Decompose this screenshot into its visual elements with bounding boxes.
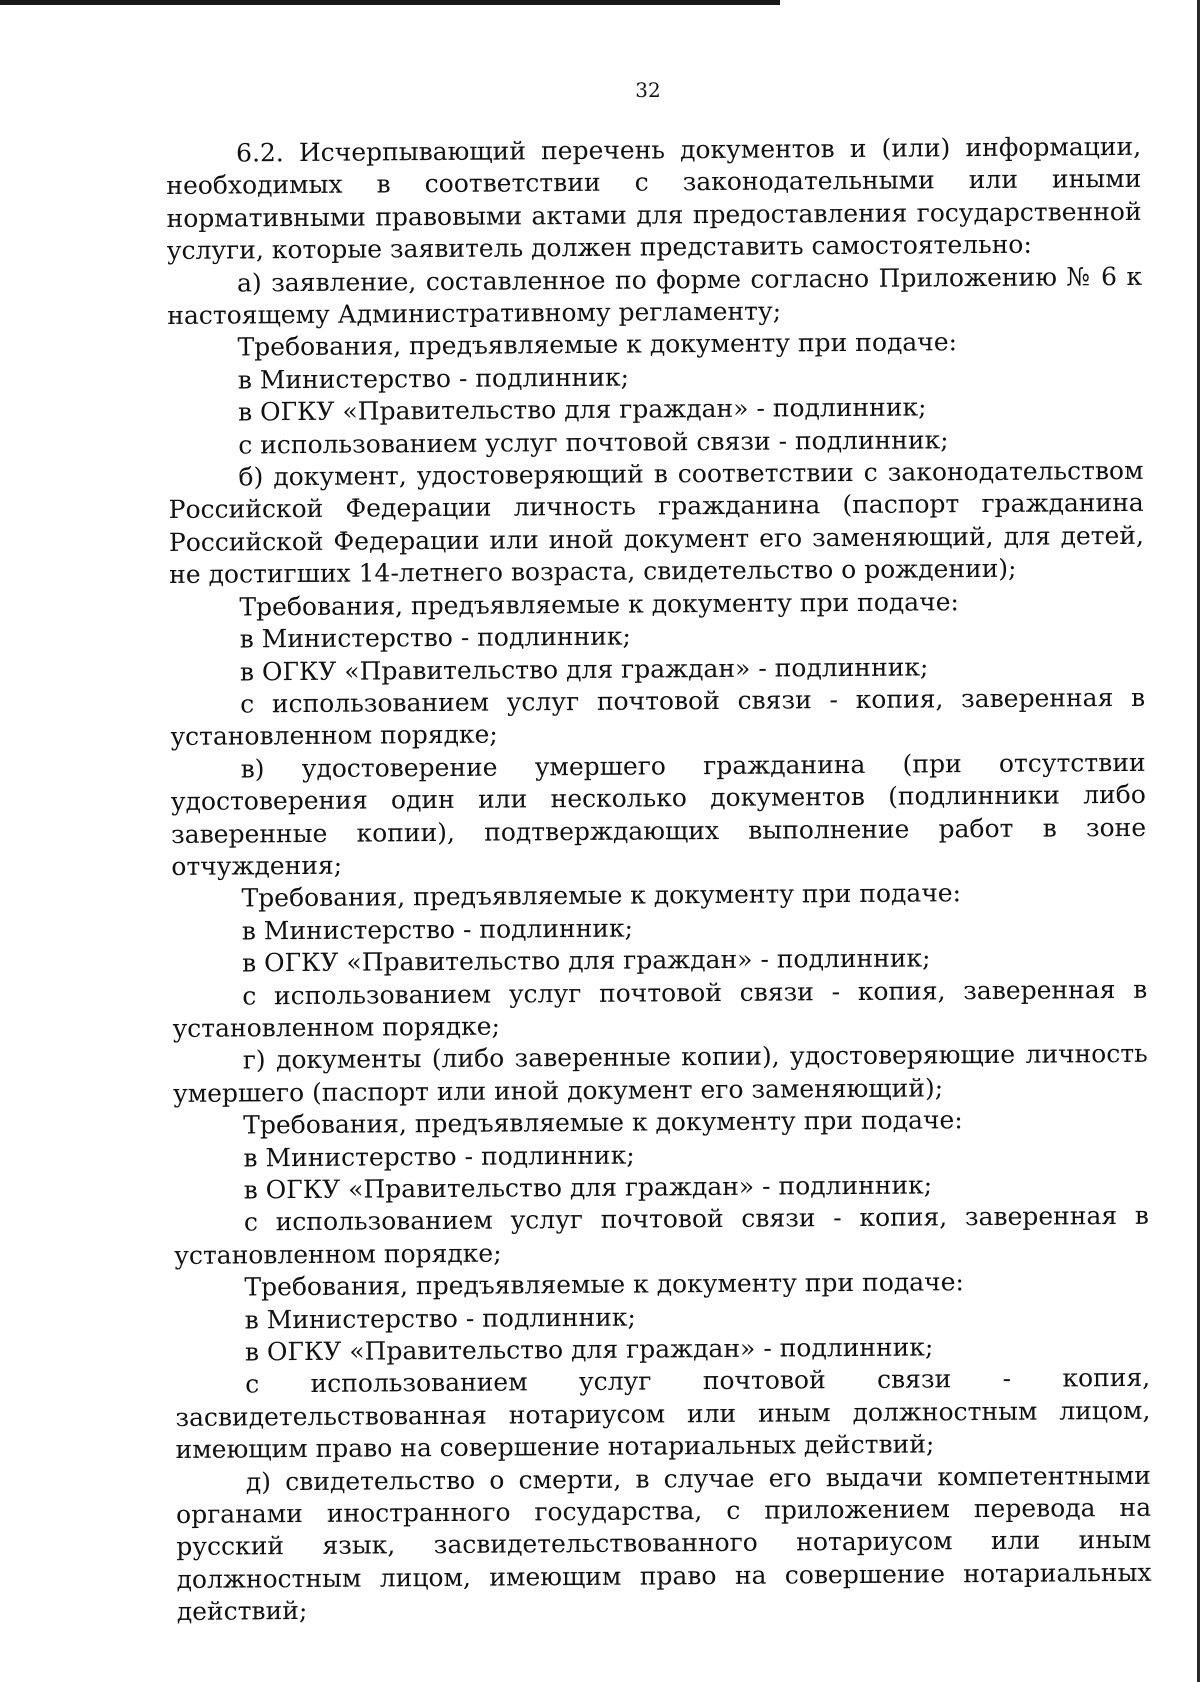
requirements-heading: Требования, предъявляемые к документу при подаче: — [243, 1105, 963, 1140]
paragraph-item-d: д) свидетельство о смерти, в случае его выдачи компетентными органами иностранного государства, с приложением перевода на русский язык, засвидетельствованного нотариусом или иным должностным лицом, имеющим право на совершение нотариальных действий; — [175, 1460, 1152, 1627]
requirements-heading: Требования, предъявляемые к документу при подаче: — [239, 586, 959, 622]
requirement-postal: с использованием услуг почтовой связи - копия, засвидетельствованная нотариусом или иным должностным лицом, имеющим право на совершение нотариальных действий; — [175, 1363, 1151, 1465]
requirement-ministry: в Министерство - подлинник; — [243, 1140, 635, 1173]
requirements-heading: Требования, предъявляемые к документу при подаче: — [237, 327, 958, 362]
requirement-ogku: в ОГКУ «Правительство для граждан» - подлинник; — [241, 943, 931, 978]
paragraph-item-v: в) удостоверение умершего гражданина (при отсутствии удостоверения один или несколько документов (подлинники либо заверенные копии), подтверждающих выполнение работ в зоне отчуждения; — [170, 747, 1147, 881]
requirements-heading: Требования, предъявляемые к документу при подаче: — [244, 1267, 964, 1302]
requirement-ministry: в Министерство - подлинник; — [244, 1302, 636, 1335]
requirement-ogku: в ОГКУ «Правительство для граждан» - подлинник; — [237, 392, 927, 427]
paragraph-6-2: 6.2. Исчерпывающий перечень документов и (или) информации, необходимых в соответствии с законодательными или иными нормативными правовыми актами для предоставления государственной услуги, которые заявитель должен представить самостоятельно: — [166, 131, 1142, 266]
paragraph-item-b: б) документ, удостоверяющий в соответствии с законодательством Российской Федерации личность гражданина (паспорт гражданина Российской Федерации или иной документ его заменяющий, для детей, не достигших 14-летнего возраста, свидетельство о рождении); — [168, 455, 1145, 590]
requirement-postal: с использованием услуг почтовой связи - копия, заверенная в установленном порядке; — [170, 682, 1146, 752]
requirement-ministry: в Министерство - подлинник; — [241, 913, 634, 946]
paragraph-item-g: г) документы (либо заверенные копии), удостоверяющие личность умершего (паспорт или иной документ его заменяющий); — [172, 1039, 1148, 1108]
requirement-ministry: в Министерство - подлинник; — [237, 362, 630, 395]
document-body — [166, 131, 1152, 1629]
page-number: 32 — [635, 78, 661, 102]
requirement-ogku: в ОГКУ «Правительство для граждан» - подлинник; — [244, 1332, 934, 1367]
requirements-heading: Требования, предъявляемые к документу при подаче: — [241, 878, 962, 913]
requirement-postal: с использованием услуг почтовой связи - копия, заверенная в установленном порядке; — [174, 1201, 1150, 1270]
requirement-postal: с использованием услуг почтовой связи - копия, заверенная в установленном порядке; — [172, 974, 1148, 1043]
requirement-ministry: в Министерство - подлинник; — [239, 621, 632, 654]
requirement-ogku: в ОГКУ «Правительство для граждан» - подлинник; — [243, 1170, 933, 1205]
paragraph-item-a: а) заявление, составленное по форме согласно Приложению № 6 к настоящему Административному регламенту; — [167, 261, 1143, 331]
requirement-postal: с использованием услуг почтовой связи - подлинник; — [238, 424, 949, 460]
requirement-ogku: в ОГКУ «Правительство для граждан» - подлинник; — [239, 651, 929, 686]
